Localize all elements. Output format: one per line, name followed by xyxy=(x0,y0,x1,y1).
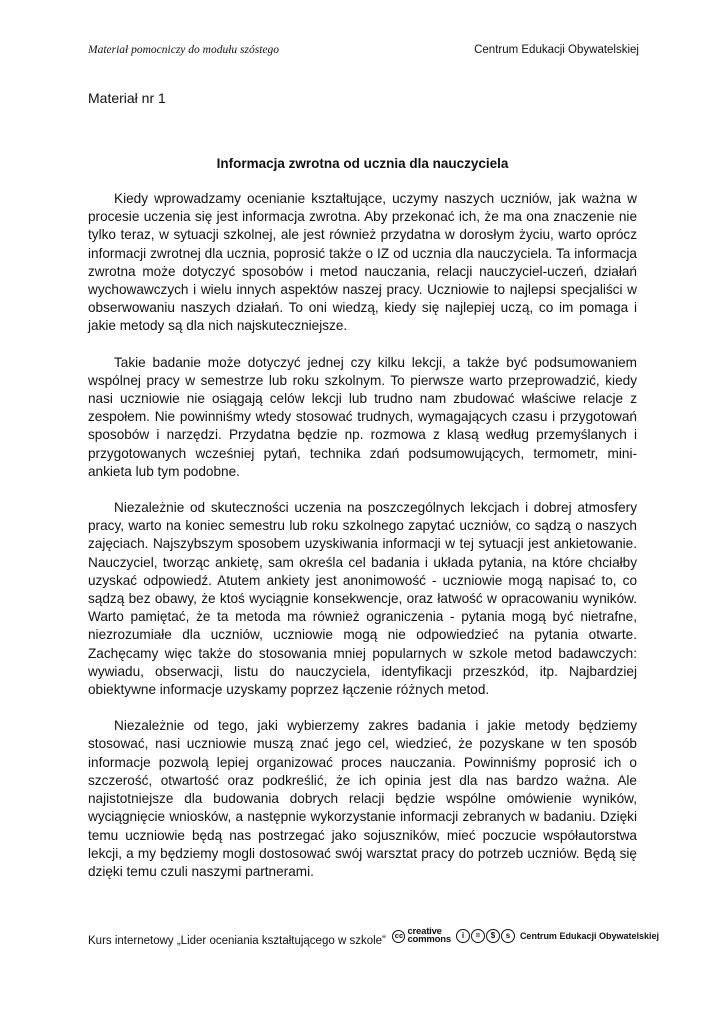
footer-license-logos xyxy=(392,928,659,944)
creative-commons-logo xyxy=(392,928,450,944)
no-derivatives-icon: = xyxy=(471,929,485,943)
footer-organization-brand: Centrum Edukacji Obywatelskiej xyxy=(519,931,659,941)
document-body xyxy=(88,190,637,899)
document-title: Informacja zwrotna od ucznia dla nauczyciela xyxy=(216,156,509,171)
license-icons xyxy=(456,929,515,943)
paragraph: Niezależnie od tego, jaki wybierzemy zakres badania i jakie metody będziemy stosować, nasi uczniowie muszą znać jego cel, wiedzieć, że pozyskane w ten sposób informacje pozwolą lepiej organizować proces nauczania. Powinniśmy poprosić ich o szczerość, otwartość oraz podkreślić, że ich opinia jest dla nas bardzo ważna. Ale najistotniejsze dla budowania dobrych relacji będzie wspólne omówienie wyników, wyciągnięcie wniosków, a następnie wykorzystanie informacji zebranych w badaniu. Dzięki temu uczniowie będą nas postrzegać jako sojuszników, mieć poczucie współautorstwa lekcji, a my będziemy mogli dostosować swój warsztat pracy do potrzeb uczniów. Będą się dzięki temu czuli naszymi partnerami. xyxy=(88,718,637,879)
paragraph: Kiedy wprowadzamy ocenianie kształtujące, uczymy naszych uczniów, jak ważna w procesie uczenia się jest informacja zwrotna. Aby przekonać ich, że ma ona znaczenie nie tylko teraz, w sytuacji szkolnej, ale jest również przydatna w dorosłym życiu, warto oprócz informacji zwrotnej dla ucznia, poprosić także o IZ od ucznia dla nauczyciela. Ta informacja zwrotna może dotyczyć sposobów i metod nauczania, relacji nauczyciel-uczeń, działań wychowawczych i wielu innych aspektów naszej pracy. Uczniowie to najlepsi specjaliści w obserwowaniu naszych działań. To oni wiedzą, kiedy się najlepiej uczą, co im pomaga i jakie metody są dla nich najskuteczniejsze. xyxy=(88,191,637,334)
paragraph: Niezależnie od skuteczności uczenia na poszczególnych lekcjach i dobrej atmosfery pracy, warto na koniec semestru lub roku szkolnego zapytać uczniów, co sądzą o naszych zajęciach. Najszybszym sposobem uzyskiwania informacji w tej sytuacji jest ankietowanie. Nauczyciel, tworząc ankietę, sam określa cel badania i układa pytania, na które chciałby uzyskać odpowiedź. Atutem ankiety jest anonimowość - uczniowie mogą napisać to, co sądzą bez obawy, że ktoś wyciągnie konsekwencje, oraz łatwość w opracowaniu wyników. Warto pamiętać, że ta metoda ma również ograniczenia - pytania mogą być nietrafne, niezrozumiałe dla uczniów, uczniowie mogą nie odpowiedzieć na pytania otwarte. Zachęcamy więc także do stosowania mniej popularnych w szkole metod badawczych: wywiadu, obserwacji, listu do nauczyciela, identyfikacji przeszkód, itp. Najbardziej obiektywne informacje uzyskamy poprzez łączenie różnych metod. xyxy=(88,500,637,698)
paragraph: Takie badanie może dotyczyć jednej czy kilku lekcji, a także być podsumowaniem wspólnej pracy w semestrze lub roku szkolnym. To pierwsze warto przeprowadzić, kiedy nasi uczniowie nie osiągają celów lekcji lub trudno nam zbudować właściwe relacje z zespołem. Nie powinniśmy wtedy stosować trudnych, wymagających czasu i przygotowań sposobów i narzędzi. Przydatna będzie np. rozmowa z klasą według przemyślanych i przygotowanych wcześniej pytań, technika zdań podsumowujących, termometr, mini-ankieta lub tym podobne. xyxy=(88,354,637,479)
creative-commons-wordmark xyxy=(407,928,450,944)
cc-word-bottom: commons xyxy=(407,934,451,945)
share-alike-icon: s xyxy=(501,929,515,943)
footer-course-name: Kurs internetowy „Lider oceniania kształtującego w szkole” xyxy=(88,935,386,947)
non-commercial-icon: $ xyxy=(486,929,500,943)
cc-icon: cc xyxy=(392,930,405,943)
header-organization: Centrum Edukacji Obywatelskiej xyxy=(474,44,639,56)
header-course-note: Materiał pomocniczy do modułu szóstego xyxy=(88,44,280,56)
cc-word-top: creative xyxy=(407,926,442,937)
material-label: Materiał nr 1 xyxy=(88,90,166,106)
attribution-icon: i xyxy=(456,929,470,943)
